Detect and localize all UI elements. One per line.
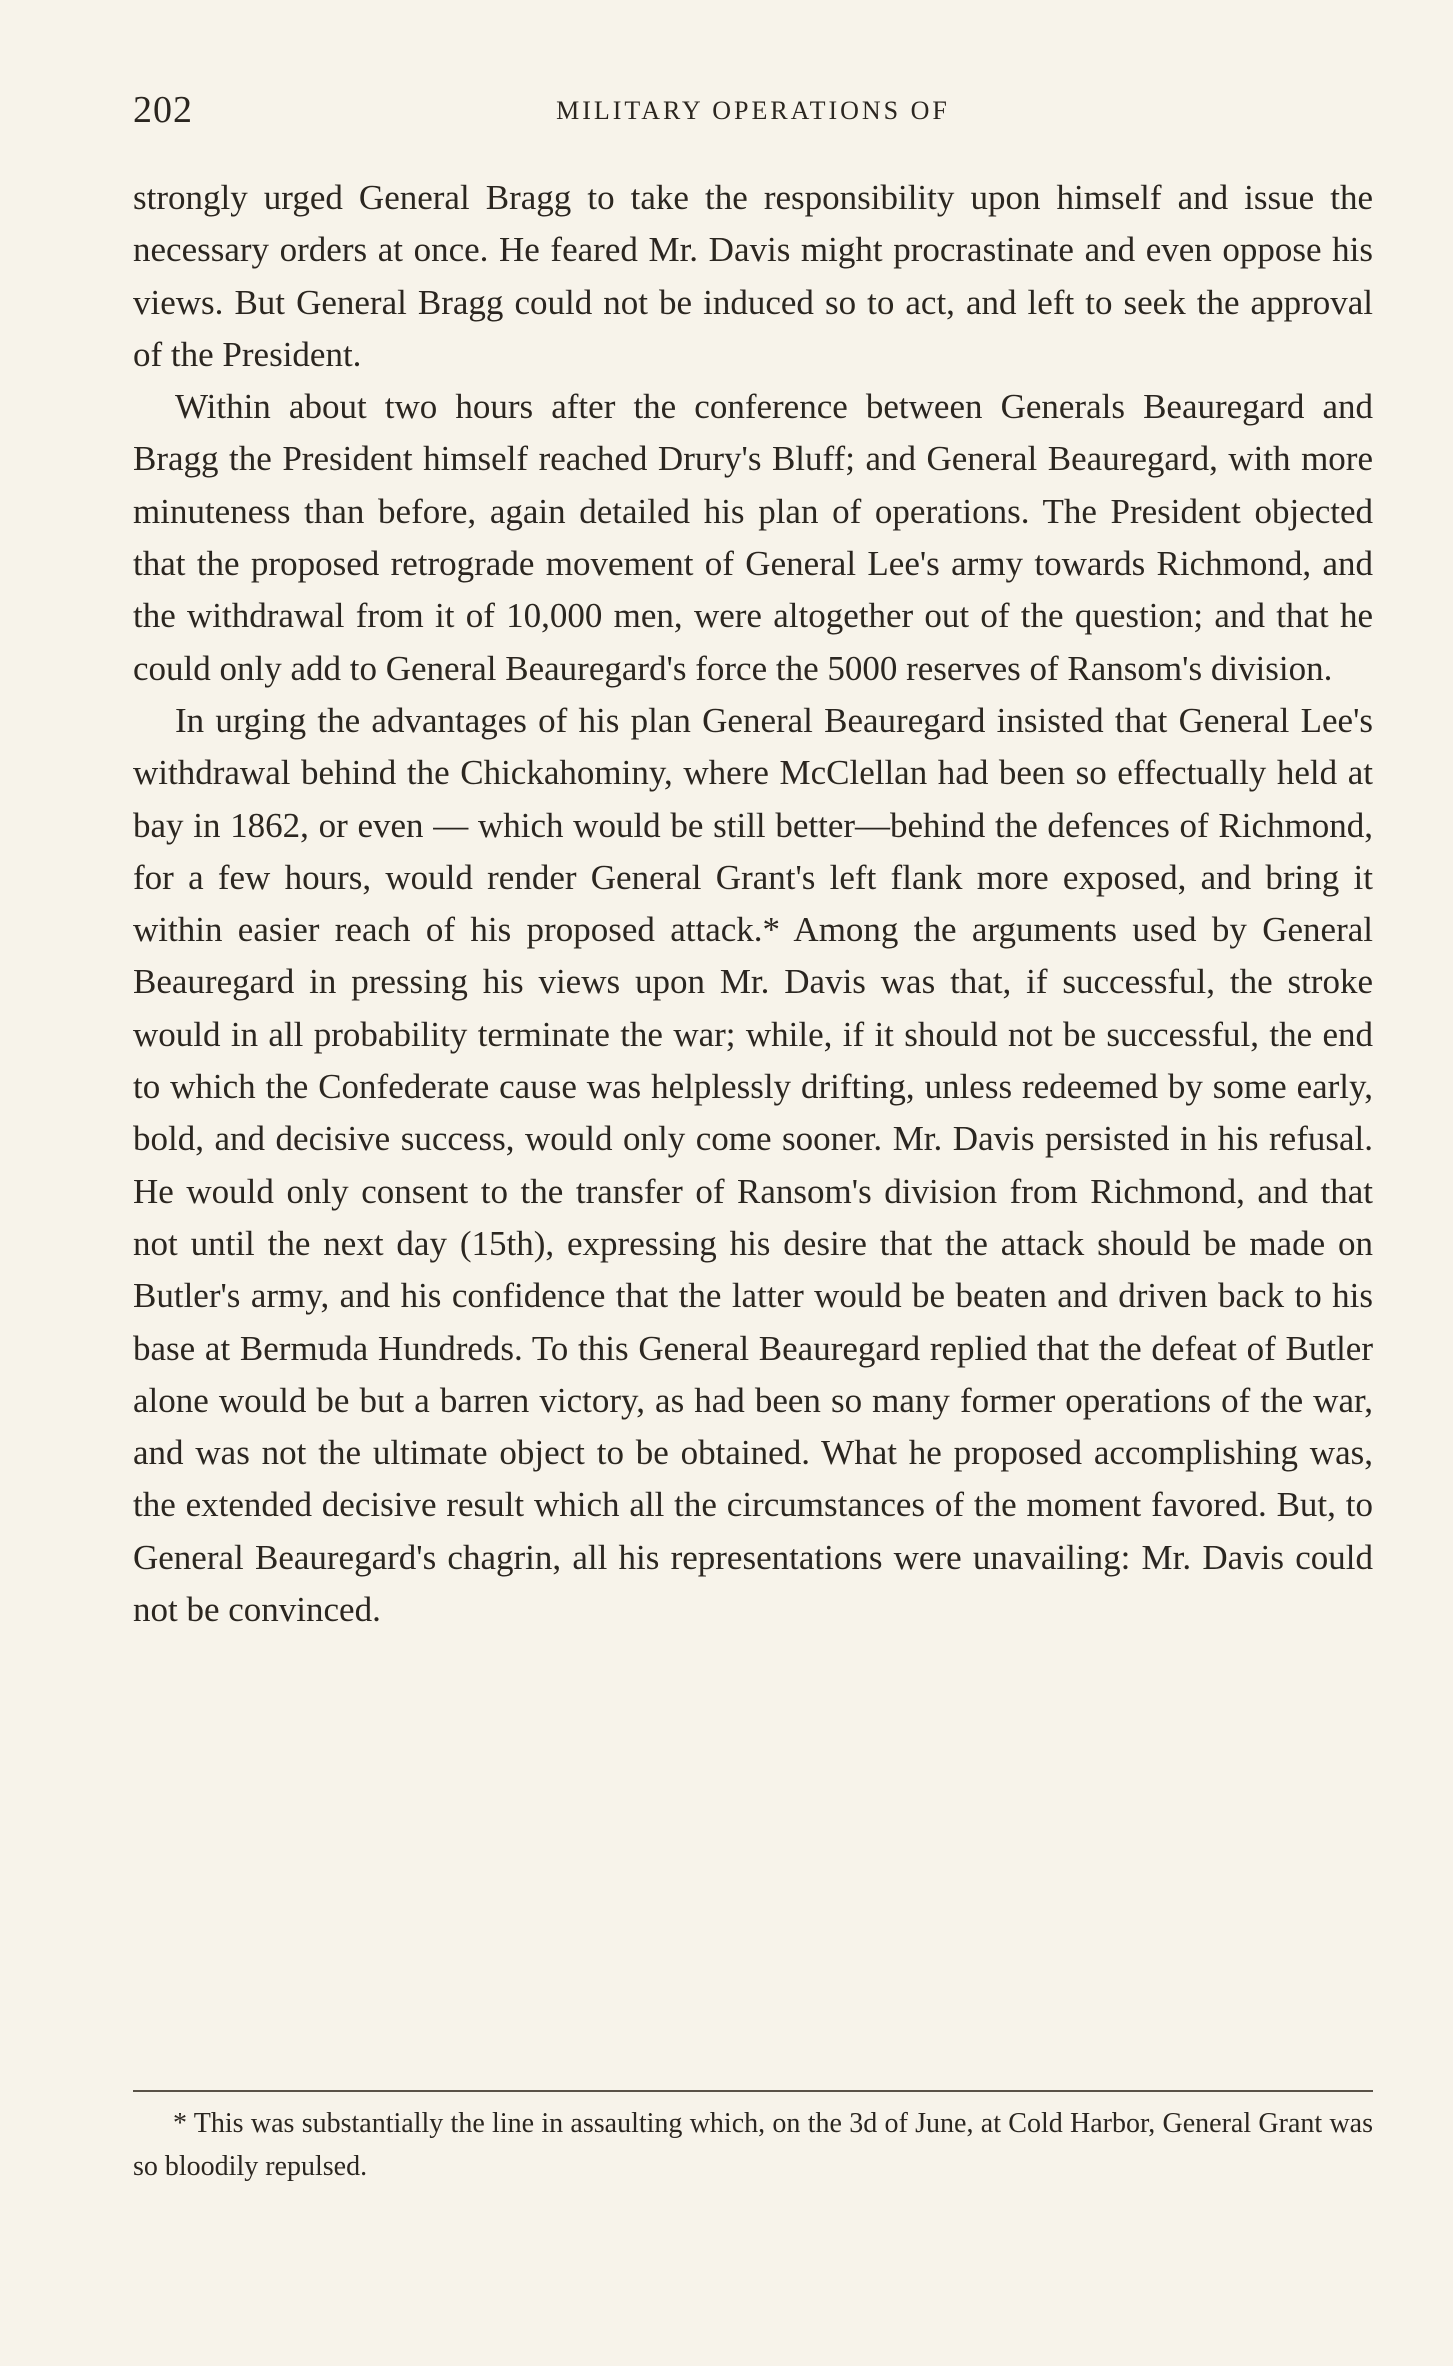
paragraph-arguments: In urging the advantages of his plan General Beauregard insisted that General Lee's withdrawal behind the Chickahominy, where McClellan had been so effectually held at bay in 1862, or even — which would be still better—behind the defences of Richmond, for a few hours, would render General Grant's left flank more exposed, and bring it within easier reach of his proposed attack.* Among the arguments used by General Beauregard in pressing his views upon Mr. Davis was that, if successful, the stroke would in all probability terminate the war; while, if it should not be successful, the end to which the Confederate cause was helplessly drifting, unless redeemed by some early, bold, and decisive success, would only come sooner. Mr. Davis persisted in his refusal. He would only consent to the transfer of Ransom's division from Richmond, and that not until the next day (15th), expressing his desire that the attack should be made on Butler's army, and his confidence that the latter would be beaten and driven back to his base at Bermuda Hundreds. To this General Beauregard replied that the defeat of Butler alone would be but a barren victory, as had been so many former operations of the war, and was not the ultimate object to be obtained. What he proposed accomplishing was, the extended decisive result which all the circumstances of the moment favored. But, to General Beauregard's chagrin, all his representations were unavailing: Mr. Davis could not be convinced. — [133, 700, 1373, 1630]
paragraph-conference: Within about two hours after the conference between Generals Beauregard and Bragg the President himself reached Drury's Bluff; and General Beauregard, with more minuteness than before, again detailed his plan of operations. The President objected that the proposed retrograde movement of General Lee's army towards Richmond, and the withdrawal from it of 10,000 men, were altogether out of the question; and that he could only add to General Beauregard's force the 5000 reserves of Ransom's division. — [133, 387, 1373, 688]
page-number: 202 — [133, 89, 193, 131]
footnote: * This was substantially the line in assaulting which, on the 3d of June, at Cold Harbor, General Grant was so bloodily repulsed. — [133, 2108, 1373, 2182]
body-text — [133, 172, 1373, 1636]
paragraph-continued: strongly urged General Bragg to take the responsibility upon himself and issue the necessary orders at once. He feared Mr. Davis might procrastinate and even oppose his views. But General Bragg could not be induced so to act, and left to seek the approval of the President. — [133, 178, 1373, 374]
running-title: MILITARY OPERATIONS OF — [556, 96, 950, 125]
running-head — [133, 88, 1373, 138]
footnote-divider — [133, 2090, 1373, 2092]
